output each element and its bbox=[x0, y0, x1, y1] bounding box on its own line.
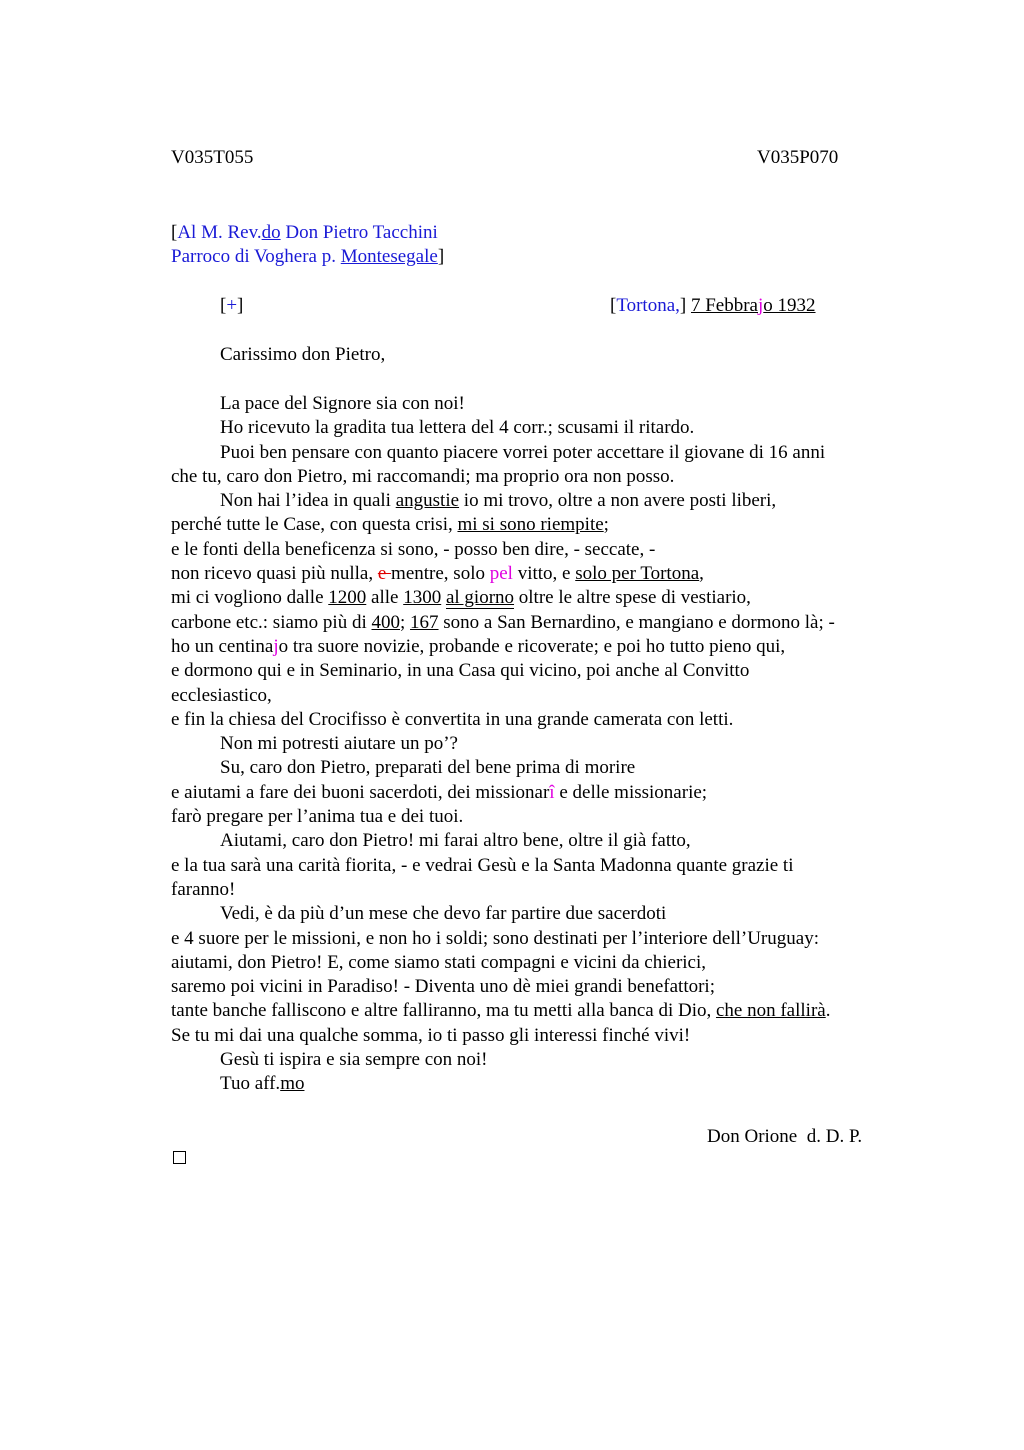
body-text: tante banche falliscono e altre falliranno, ma tu metti alla banca di Dio, bbox=[171, 1000, 716, 1022]
dateline-date-variant: j bbox=[758, 295, 764, 316]
signature: Don Orione d. D. P. bbox=[707, 1126, 863, 1147]
dateline-close-bracket: ] bbox=[679, 295, 691, 316]
address-recipient-title: Al M. Rev. bbox=[177, 222, 262, 243]
body-text: alle bbox=[366, 587, 404, 609]
cross-close-bracket: ] bbox=[237, 295, 244, 316]
dateline-date bbox=[691, 295, 816, 316]
body-text: mi ci vogliono dalle bbox=[171, 587, 329, 609]
cross-plus: + bbox=[226, 295, 238, 316]
address-line-1 bbox=[171, 221, 438, 245]
body-line bbox=[171, 562, 911, 586]
body-line: Aiutami, caro don Pietro! mi farai altro bene, oltre il già fatto, bbox=[220, 830, 691, 852]
body-underlined: solo per Tortona bbox=[575, 563, 700, 585]
body-double-underlined: al giorno bbox=[445, 587, 515, 609]
body-text: io mi trovo, oltre a non avere posti liberi, bbox=[459, 490, 777, 512]
body-line: aiutami, don Pietro! E, come siamo stati compagni e vicini da chierici, bbox=[171, 951, 707, 973]
body-text: oltre le altre spese di vestiario, bbox=[514, 587, 751, 609]
body-text: . bbox=[825, 1000, 831, 1022]
body-underlined: 167 bbox=[410, 611, 439, 633]
body-line bbox=[171, 513, 911, 537]
body-line bbox=[171, 1072, 911, 1096]
dateline-date-part-a: 7 Febbra bbox=[690, 295, 758, 316]
address-recipient-name: Don Pietro Tacchini bbox=[280, 222, 438, 243]
body-line bbox=[171, 635, 911, 659]
body-line: Se tu mi dai una qualche somma, io ti passo gli interessi finché vivi! bbox=[171, 1024, 691, 1046]
body-line: e fin la chiesa del Crocifisso è convertita in una grande camerata con letti. bbox=[171, 708, 734, 730]
address-parish: Parroco di Voghera p. bbox=[171, 246, 341, 267]
body-text: ; bbox=[400, 611, 411, 633]
body-variant: î bbox=[549, 781, 555, 803]
body-line: Ho ricevuto la gradita tua lettera del 4 corr.; scusami il ritardo. bbox=[220, 417, 695, 439]
body-line bbox=[171, 611, 911, 635]
body-line: Puoi ben pensare con quanto piacere vorrei poter accettare il giovane di 16 anni bbox=[220, 441, 826, 463]
body-underlined: 400 bbox=[371, 611, 400, 633]
body-text: perché tutte le Case, con questa crisi, bbox=[171, 514, 458, 536]
header-right-code: V035P070 bbox=[757, 147, 839, 168]
body-underlined: mo bbox=[280, 1073, 305, 1095]
dateline-open-bracket: [ bbox=[610, 295, 617, 316]
body-underlined: mi si sono riempite bbox=[457, 514, 604, 536]
body-line: e 4 suore per le missioni, e non ho i soldi; sono destinati per l’interiore dell’Uruguay: bbox=[171, 927, 819, 949]
body-line: Gesù ti ispira e sia sempre con noi! bbox=[220, 1049, 488, 1071]
body-variant: pel bbox=[489, 563, 513, 585]
cross-open-bracket: [ bbox=[220, 295, 227, 316]
body-line: faranno! bbox=[171, 878, 236, 900]
body-line: Vedi, è da più d’un mese che devo far partire due sacerdoti bbox=[220, 903, 667, 925]
body-text: e aiutami a fare dei buoni sacerdoti, dei missionar bbox=[171, 781, 550, 803]
salutation: Carissimo don Pietro, bbox=[220, 344, 386, 365]
body-line: e la tua sarà una carità fiorita, - e vedrai Gesù e la Santa Madonna quante grazie ti bbox=[171, 854, 794, 876]
body-line bbox=[171, 586, 911, 610]
body-line: La pace del Signore sia con noi! bbox=[220, 393, 465, 414]
body-text: sono a San Bernardino, e mangiano e dormono là; - bbox=[438, 611, 835, 633]
body-deleted: e bbox=[377, 563, 392, 585]
address-abbrev-superscript: do bbox=[261, 222, 281, 243]
body-text: carbone etc.: siamo più di bbox=[171, 611, 372, 633]
body-line: ecclesiastico, bbox=[171, 684, 272, 706]
cross-mark bbox=[220, 294, 243, 318]
body-variant: j bbox=[273, 635, 279, 657]
dateline bbox=[610, 294, 816, 318]
header-left-code: V035T055 bbox=[171, 147, 254, 168]
body-text: Non hai l’idea in quali bbox=[220, 490, 396, 512]
address-close-bracket: ] bbox=[437, 246, 445, 267]
address-place: Montesegale bbox=[340, 246, 438, 267]
body-text: non ricevo quasi più nulla, bbox=[171, 563, 378, 585]
body-text: e delle missionarie; bbox=[554, 781, 708, 803]
body-line: farò pregare per l’anima tua e dei tuoi. bbox=[171, 806, 464, 828]
body-text: ; bbox=[603, 514, 609, 536]
body-line: che tu, caro don Pietro, mi raccomandi; ma proprio ora non posso. bbox=[171, 465, 675, 487]
body-text: vitto, e bbox=[512, 563, 576, 585]
dateline-date-part-b: o 1932 bbox=[763, 295, 816, 316]
body-underlined: 1300 bbox=[403, 587, 442, 609]
address-open-bracket: [ bbox=[171, 222, 178, 243]
body-underlined: che non fallirà bbox=[715, 1000, 826, 1022]
address-line-2 bbox=[171, 245, 444, 269]
body-text: ho un centina bbox=[171, 635, 274, 657]
body-line: e dormono qui e in Seminario, in una Casa qui vicino, poi anche al Convitto bbox=[171, 660, 750, 682]
body-line bbox=[171, 781, 911, 805]
letter-body bbox=[171, 392, 911, 1097]
body-line bbox=[171, 999, 911, 1023]
body-line bbox=[171, 489, 911, 513]
body-line: saremo poi vicini in Paradiso! - Diventa uno dè miei grandi benefattori; bbox=[171, 976, 715, 998]
body-line: e le fonti della beneficenza si sono, - posso ben dire, - seccate, - bbox=[171, 538, 656, 560]
body-text: Tuo aff. bbox=[220, 1073, 281, 1095]
end-marker-box bbox=[173, 1151, 186, 1164]
body-line: Non mi potresti aiutare un po’? bbox=[220, 733, 458, 755]
dateline-place: Tortona, bbox=[616, 295, 680, 316]
body-text: , bbox=[699, 563, 704, 585]
body-line: Su, caro don Pietro, preparati del bene prima di morire bbox=[220, 757, 636, 779]
body-underlined: 1200 bbox=[328, 587, 367, 609]
body-text: mentre, solo bbox=[391, 563, 490, 585]
body-underlined: angustie bbox=[395, 490, 460, 512]
body-text: o tra suore novizie, probande e ricoverate; e poi ho tutto pieno qui, bbox=[278, 635, 786, 657]
